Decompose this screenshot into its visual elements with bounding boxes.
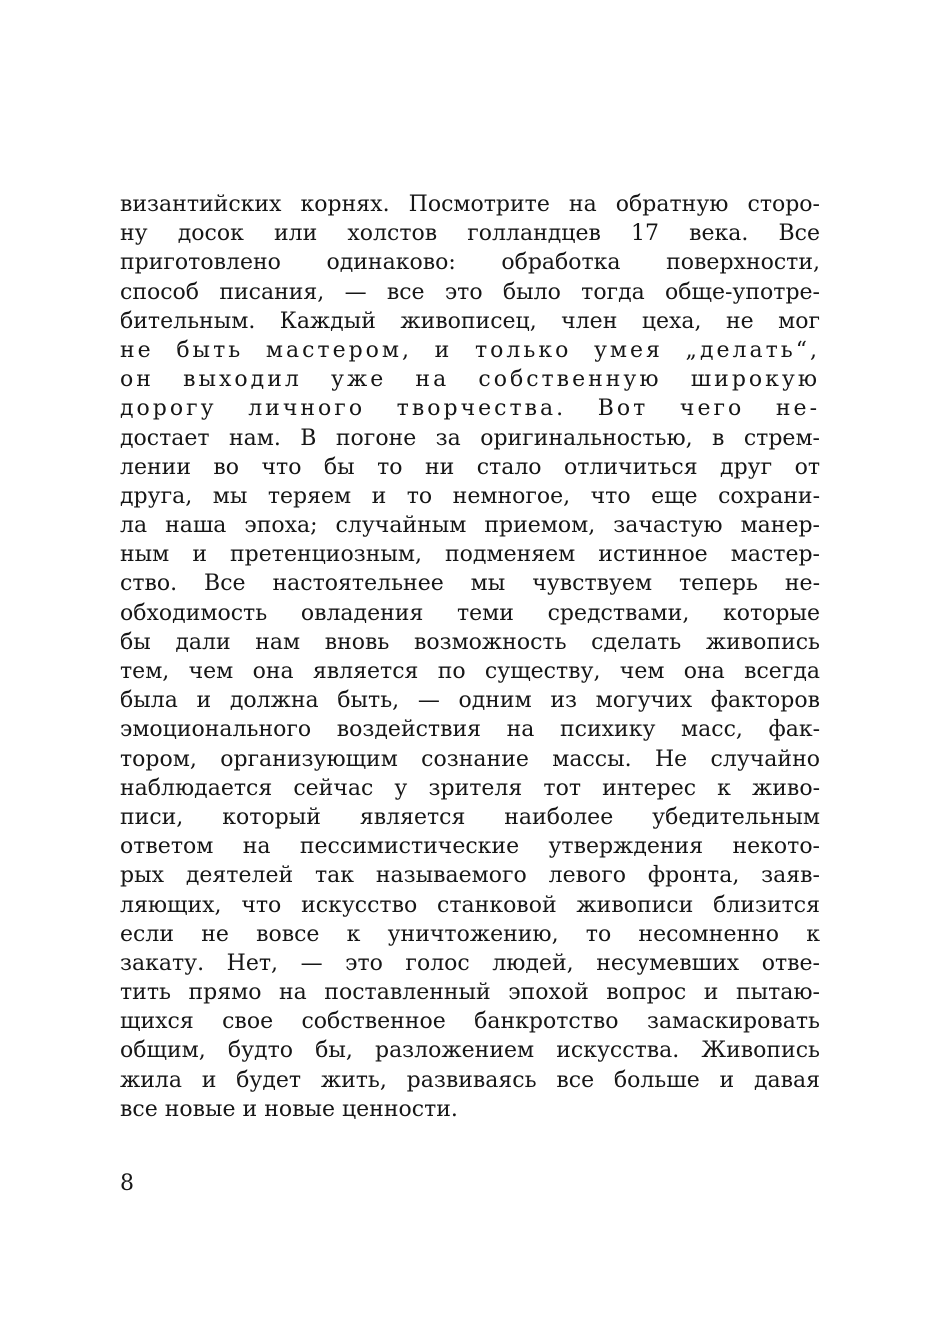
text-line: ну досок или холстов голландцев 17 века. Все	[120, 221, 820, 247]
text-line: если не вовсе к уничтожению, то несомненно к	[120, 921, 820, 947]
text-line: закату. Нет, — это голос людей, несумевших отве-	[120, 950, 820, 976]
text-line: бы дали нам вновь возможность сделать живопись	[120, 629, 820, 655]
text-line: щихся свое собственное банкротство замаскировать	[120, 1009, 820, 1035]
text-line: тить прямо на поставленный эпохой вопрос и пытаю-	[120, 980, 820, 1006]
text-line: ным и претенциозным, подменяем истинное мастер-	[120, 542, 820, 568]
text-line: писи, который является наиболее убедительным	[120, 804, 820, 830]
text-line: достает нам. В погоне за оригинальностью, в стрем-	[120, 425, 820, 451]
text-line: жила и будет жить, развиваясь все больше и давая	[120, 1067, 820, 1093]
text-line: тем, чем она является по существу, чем она всегда	[120, 659, 820, 684]
text-line: друга, мы теряем и то немногое, что еще сохрани-	[120, 483, 820, 509]
text-line: лении во что бы то ни стало отличиться друг от	[120, 454, 820, 480]
text-line: ляющих, что искусство станковой живописи близится	[120, 892, 820, 918]
page-number: 8	[120, 1171, 134, 1196]
text-line: приготовлено одинаково: обработка поверхности,	[120, 250, 820, 276]
text-line: ответом на пессимистические утверждения некото-	[120, 834, 820, 860]
text-line: ство. Все настоятельнее мы чувствуем теперь не-	[120, 571, 820, 597]
text-line: византийских корнях. Посмотрите на обратную сторо-	[120, 192, 820, 217]
text-line: обходимость овладения теми средствами, которые	[120, 600, 820, 626]
text-line: все новые и новые ценности.	[120, 1096, 458, 1122]
text-line: общим, будто бы, разложением искусства. Живопись	[120, 1038, 820, 1064]
text-line: наблюдается сейчас у зрителя тот интерес к живо-	[120, 775, 820, 801]
text-line: способ писания, — все это было тогда обще-употре-	[120, 279, 820, 305]
text-line: не быть мастером, и только умея „делать“,	[120, 337, 820, 363]
text-line: он выходил уже на собственную широкую	[120, 367, 820, 393]
text-line: бительным. Каждый живописец, член цеха, не мог	[120, 308, 820, 334]
text-line: ла наша эпоха; случайным приемом, зачастую манер-	[120, 513, 820, 539]
text-line: рых деятелей так называемого левого фронта, заяв-	[120, 863, 820, 889]
body-text	[120, 190, 820, 1124]
text-line: тором, организующим сознание массы. Не случайно	[120, 746, 820, 772]
text-line: была и должна быть, — одним из могучих факторов	[120, 688, 820, 714]
text-line: дорогу личного творчества. Вот чего не-	[120, 396, 820, 422]
text-line: эмоционального воздействия на психику масс, фак-	[120, 717, 820, 743]
